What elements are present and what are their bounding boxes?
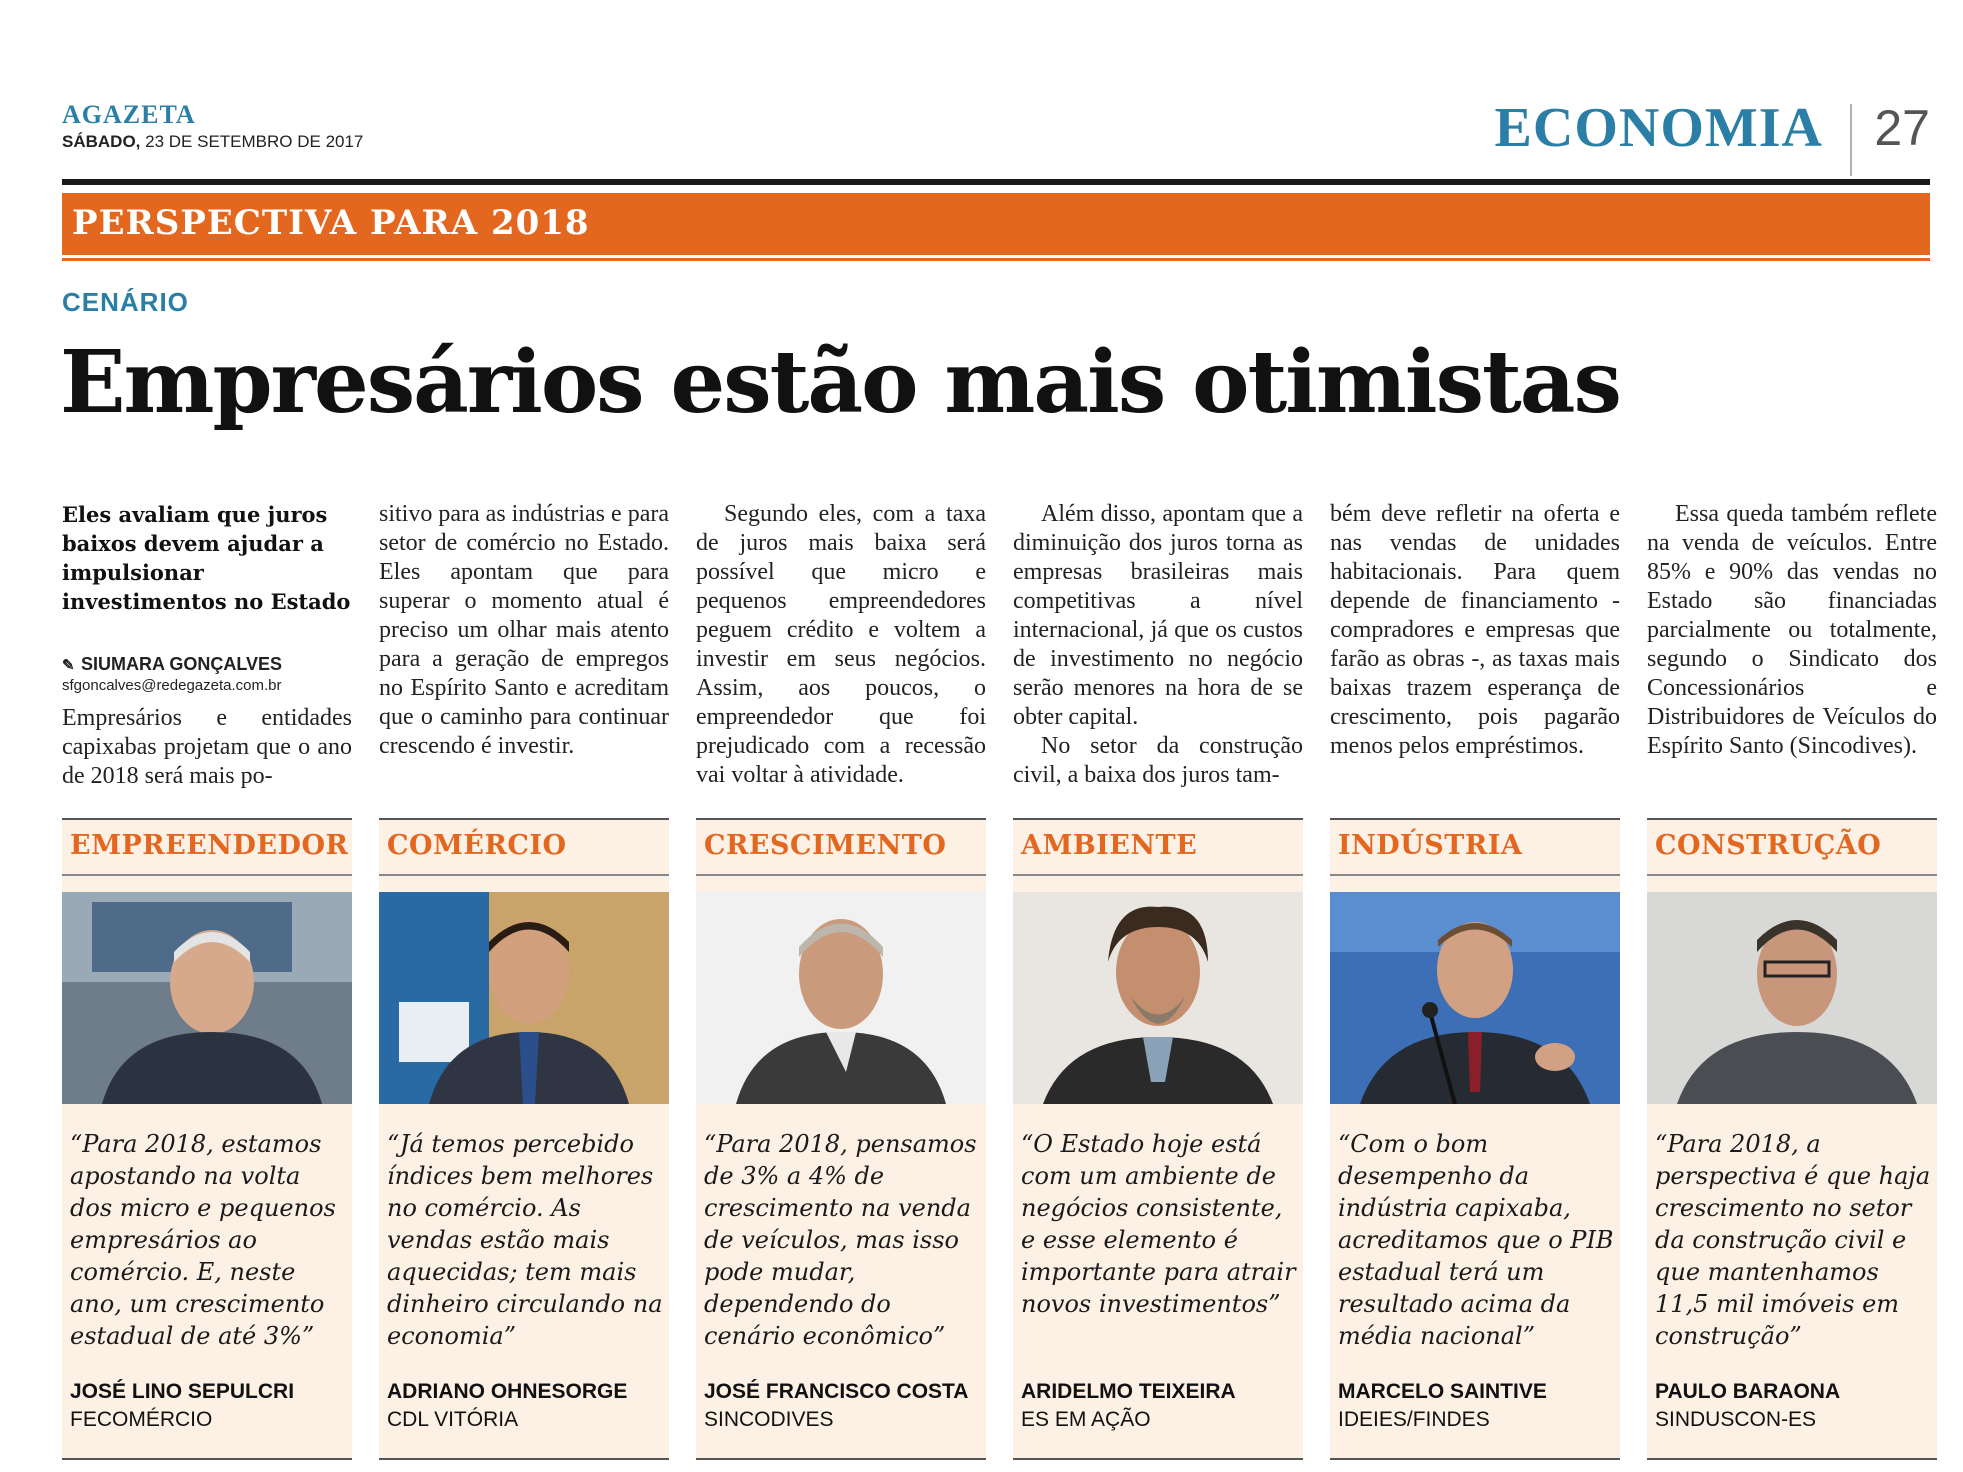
newspaper-logo: AGAZETA: [62, 100, 196, 129]
article-column-5: [1330, 500, 1620, 761]
date-day: SÁBADO,: [62, 132, 141, 151]
card-rule: [62, 874, 352, 876]
page-number: 27: [1874, 100, 1930, 156]
headline: Empresários estão mais otimistas: [60, 332, 1620, 433]
banner-underline: [62, 258, 1930, 261]
portrait-photo: [1013, 892, 1303, 1104]
article-column-4: [1013, 500, 1303, 790]
card-attribution: [704, 1378, 984, 1434]
card-quote: “Para 2018, estamos apostando na volta dos micro e pequenos empresários ao comércio. E, neste ano, um crescimento estadual de até 3%”: [70, 1130, 336, 1350]
card-rule: [62, 1458, 352, 1460]
paragraph: sitivo para as indústrias e para setor de comércio no Estado. Eles apontam que para superar o momento atual é preciso um olhar mais atento para a geração de empregos no Espírito Santo e acreditam que o caminho para continuar crescendo é investir.: [379, 501, 669, 759]
portrait-photo: [1647, 892, 1937, 1104]
person-name: JOSÉ LINO SEPULCRI: [70, 1380, 295, 1403]
author-email[interactable]: sfgoncalves@redegazeta.com.br: [62, 677, 282, 694]
card-rule: [379, 818, 669, 820]
article-column-2: [379, 500, 669, 761]
article-column-3: [696, 500, 986, 790]
card-attribution: [1655, 1378, 1935, 1434]
card-rule: [1330, 874, 1620, 876]
card-label: EMPREENDEDOR: [70, 830, 349, 861]
person-name: ARIDELMO TEIXEIRA: [1021, 1380, 1236, 1403]
card-attribution: [387, 1378, 667, 1434]
person-organization: CDL VITÓRIA: [387, 1408, 519, 1431]
card-quote: “Para 2018, a perspectiva é que haja crescimento no setor da construção civil e que mantenhamos 11,5 mil imóveis em construção”: [1655, 1130, 1931, 1350]
person-organization: IDEIES/FINDES: [1338, 1408, 1490, 1431]
card-rule: [1330, 818, 1620, 820]
dateline: [62, 132, 363, 152]
quote-card-industria: [1330, 818, 1620, 1460]
paragraph: Segundo eles, com a taxa de juros mais baixa será possível que micro e pequenos empreendedores peguem crédito e voltem a investir em seus negócios. Assim, aos poucos, o empreendedor que foi prejudicado com a recessão vai voltar à atividade.: [696, 501, 986, 788]
card-label: AMBIENTE: [1021, 830, 1198, 861]
person-name: ADRIANO OHNESORGE: [387, 1380, 628, 1403]
portrait-photo: [379, 892, 669, 1104]
card-attribution: [1021, 1378, 1301, 1434]
card-quote: “Para 2018, pensamos de 3% a 4% de crescimento na venda de veículos, mas isso pode mudar, dependendo do cenário econômico”: [704, 1130, 977, 1350]
top-rule: [62, 179, 1930, 185]
paragraph: Além disso, apontam que a diminuição dos juros torna as empresas brasileiras mais competitivas a nível internacional, já que os custos de investimento no negócio serão menores na hora de se obter capital.: [1013, 501, 1303, 730]
quote-card-construcao: [1647, 818, 1937, 1460]
card-attribution: [1338, 1378, 1618, 1434]
topic-banner: [62, 193, 1930, 255]
article-subhead: Eles avaliam que juros baixos devem ajudar a impulsionar investimentos no Estado: [62, 502, 351, 614]
card-rule: [1013, 1458, 1303, 1460]
article-column-1: [62, 500, 352, 791]
article-column-6: [1647, 500, 1937, 761]
banner-text: PERSPECTIVA PARA 2018: [72, 203, 590, 243]
person-name: JOSÉ FRANCISCO COSTA: [704, 1380, 969, 1403]
card-rule: [1330, 1458, 1620, 1460]
quote-card-comercio: [379, 818, 669, 1460]
card-rule: [1013, 818, 1303, 820]
byline: [62, 654, 352, 676]
card-rule: [696, 1458, 986, 1460]
card-rule: [1647, 1458, 1937, 1460]
card-rule: [1647, 818, 1937, 820]
card-rule: [62, 818, 352, 820]
quote-card-ambiente: [1013, 818, 1303, 1460]
card-rule: [1013, 874, 1303, 876]
card-label: COMÉRCIO: [387, 830, 567, 861]
person-name: MARCELO SAINTIVE: [1338, 1380, 1547, 1403]
card-label: INDÚSTRIA: [1338, 830, 1523, 861]
date-rest: 23 DE SETEMBRO DE 2017: [140, 132, 364, 151]
card-rule: [379, 874, 669, 876]
paragraph: No setor da construção civil, a baixa dos juros tam-: [1013, 733, 1303, 788]
kicker: CENÁRIO: [62, 287, 189, 317]
paragraph: bém deve refletir na oferta e nas vendas de unidades habitacionais. Para quem depende de financiamento - compradores e empresas que farão as obras -, as taxas mais baixas trazem esperança de crescimento, pois pagarão menos pelos empréstimos.: [1330, 501, 1620, 759]
card-rule: [696, 818, 986, 820]
card-quote: “O Estado hoje está com um ambiente de negócios consistente, e esse elemento é importante para atrair novos investimentos”: [1021, 1130, 1296, 1318]
card-label: CONSTRUÇÃO: [1655, 830, 1882, 861]
person-organization: ES EM AÇÃO: [1021, 1408, 1151, 1431]
section-title: ECONOMIA: [1494, 97, 1823, 159]
portrait-photo: [1330, 892, 1620, 1104]
card-rule: [1647, 874, 1937, 876]
person-organization: SINDUSCON-ES: [1655, 1408, 1817, 1431]
paragraph: Empresários e entidades capixabas projetam que o ano de 2018 será mais po-: [62, 705, 352, 789]
quote-card-crescimento: [696, 818, 986, 1460]
portrait-photo: [62, 892, 352, 1104]
card-rule: [696, 874, 986, 876]
card-label: CRESCIMENTO: [704, 830, 947, 861]
person-organization: FECOMÉRCIO: [70, 1408, 213, 1431]
pen-icon: ✎: [62, 657, 75, 674]
person-name: PAULO BARAONA: [1655, 1380, 1841, 1403]
card-quote: “Já temos percebido índices bem melhores no comércio. As vendas estão mais aquecidas; tem mais dinheiro circulando na economia”: [387, 1130, 663, 1350]
person-organization: SINCODIVES: [704, 1408, 834, 1431]
card-rule: [379, 1458, 669, 1460]
paragraph: Essa queda também reflete na venda de veículos. Entre 85% e 90% das vendas no Estado são financiadas parcialmente ou totalmente, segundo o Sindicato dos Concessionários e Distribuidores de Veículos do Espírito Santo (Sincodives).: [1647, 501, 1937, 759]
card-quote: “Com o bom desempenho da indústria capixaba, acreditamos que o PIB estadual terá um resultado acima da média nacional”: [1338, 1130, 1614, 1350]
author-name: SIUMARA GONÇALVES: [81, 654, 283, 674]
quote-card-empreendedor: [62, 818, 352, 1460]
card-attribution: [70, 1378, 350, 1434]
header-divider: [1850, 104, 1852, 176]
page-header: [62, 97, 1930, 180]
portrait-photo: [696, 892, 986, 1104]
